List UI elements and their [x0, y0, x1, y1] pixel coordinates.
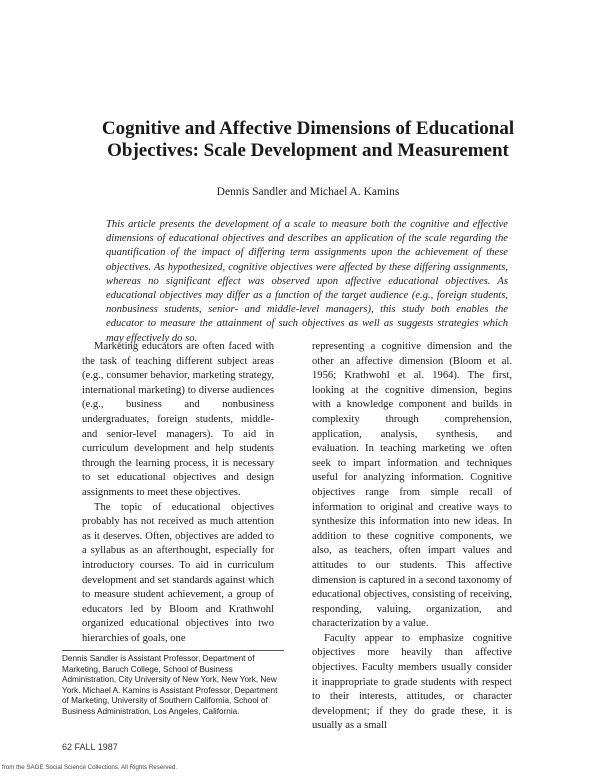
body-paragraph: Marketing educators are often faced with the task of teaching different subject areas (e.g., consumer behavior, marketing strategy, international marketing) to diverse audiences (e.g., business and nonbusiness undergraduates, foreign students, middle- and senior-level managers). To aid in curriculum development and help students through the learning process, it is necessary to set educational objectives and design assignments to meet these objectives. — [82, 341, 274, 498]
body-column-right — [312, 340, 512, 734]
body-paragraph: representing a cognitive dimension and the other an affective dimension (Bloom et al. 1956; Krathwohl et al. 1964). The first, looking at the cognitive dimension, begins with a knowledge component and builds in complexity through comprehension, application, analysis, synthesis, and evaluation. In teaching marketing we often seek to impart information and techniques useful for analyzing information. Cognitive objectives range from simple recall of information to original and creative ways to synthesize this information into new ideas. In addition to these cognitive components, we also, as teachers, often impart values and attitudes to our students. This affective dimension is captured in a second taxonomy of educational objectives, consisting of receiving, responding, valuing, organization, and characterization by a value. — [312, 341, 512, 630]
article-title: Cognitive and Affective Dimensions of Educational Objectives: Scale Development and Measurement — [101, 118, 515, 161]
body-paragraph: The topic of educational objectives probably has not received as much attention as it deserves. Often, objectives are added to a syllabus as an afterthought, especially for introductory courses. To aid in curriculum development and set standards against which to measure student achievement, a group of educators led by Bloom and Krathwohl organized educational objectives into two hierarchies of goals, one — [82, 501, 274, 644]
author-footnote: Dennis Sandler is Assistant Professor, Department of Marketing, Baruch College, School of Business Administration, City University of New York, New York, New York. Michael A. Kamins is Assistant Professor, Department of Marketing, University of Southern California, School of Business Administration, Los Angeles, California. — [62, 650, 284, 718]
article-abstract: This article presents the development of a scale to measure both the cognitive and effective dimensions of educational objectives and describes an application of the scale regarding the quantification of the impact of differing term assignments upon the achievement of these objectives. As hypothesized, cognitive objectives were affected by these differing assignments, whereas no significant effect was observed upon affective educational objectives. As educational objectives may differ as a function of the target audience (e.g., foreign students, nonbusiness students, senior- and middle-level managers), this study both enables the educator to measure the attainment of such objectives as well as suggests strategies which may effectively do so. — [106, 219, 508, 344]
body-column-left — [82, 340, 274, 646]
copyright-notice: from the SAGE Social Science Collections. All Rights Reserved. — [2, 764, 178, 771]
body-paragraph: Faculty appear to emphasize cognitive objectives more heavily than affective objectives. Faculty members usually consider it inappropriate to grade students with respect to their interests, attitudes, or character development; if they do grade these, it is usually as a small — [312, 632, 512, 732]
article-authors: Dennis Sandler and Michael A. Kamins — [216, 186, 400, 198]
page-number: 62 FALL 1987 — [62, 742, 118, 752]
